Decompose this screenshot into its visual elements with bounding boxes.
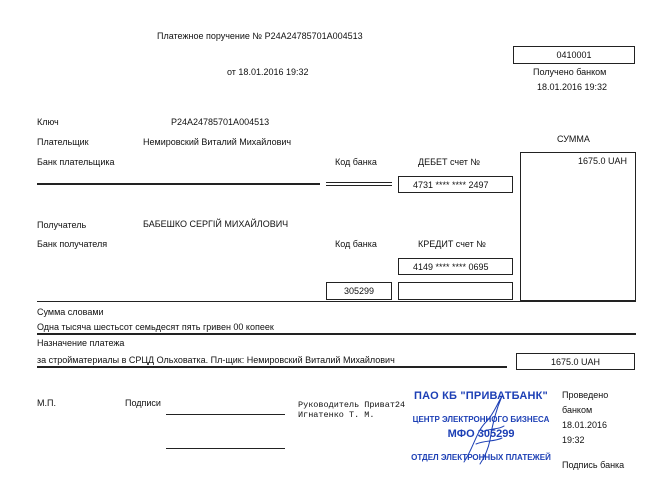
key-label: Ключ	[37, 117, 59, 127]
bank-code-label-2: Код банка	[335, 239, 377, 249]
bank-code-box	[326, 282, 392, 300]
credit-account-box	[398, 258, 513, 275]
signature-line-2	[166, 448, 285, 449]
bank-code-value: 305299	[343, 286, 375, 296]
payer-name: Немировский Виталий Михайлович	[143, 137, 292, 147]
sum-label: СУММА	[557, 134, 590, 144]
purpose-label: Назначение платежа	[37, 338, 125, 348]
amount-words-line	[37, 333, 636, 335]
payer-bank-label: Банк плательщика	[37, 157, 115, 167]
director-line-1: Руководитель Приват24	[298, 400, 406, 410]
section-divider	[37, 301, 636, 302]
sum-value: 1675.0 UAH	[577, 156, 627, 166]
amount-words-value: Одна тысяча шестьсот семьдесят пять гривен 00 копеек	[37, 322, 274, 332]
amount-words-label: Сумма словами	[37, 307, 104, 317]
processed-date: 18.01.2016	[562, 420, 608, 430]
bank-code-label-1: Код банка	[335, 157, 377, 167]
recipient-bank-label: Банк получателя	[37, 239, 108, 249]
received-date: 18.01.2016 19:32	[537, 82, 608, 92]
stamp-line-2: ЦЕНТР ЭЛЕКТРОННОГО БИЗНЕСА	[412, 415, 550, 424]
purpose-text: за стройматериалы в СРЦД Ольховатка. Пл-щик: Немировский Виталий Михайлович	[37, 355, 395, 365]
director-line-2: Игнатенко Т. М.	[298, 410, 375, 420]
handwritten-signature	[446, 392, 526, 470]
bank-code-line-1a	[326, 182, 392, 183]
payer-label: Плательщик	[37, 137, 89, 147]
document-date: от 18.01.2016 19:32	[227, 67, 309, 77]
debit-account: 4731 **** **** 2497	[413, 180, 489, 190]
processed-label-1: Проведено	[562, 390, 609, 400]
debit-label: ДЕБЕТ счет №	[418, 157, 481, 167]
key-value: P24A24785701A004513	[171, 117, 270, 127]
credit-label: КРЕДИТ счет №	[418, 239, 486, 249]
signatures-label: Подписи	[125, 398, 161, 408]
mp-label: М.П.	[37, 398, 56, 408]
processed-time: 19:32	[562, 435, 585, 445]
credit-account: 4149 **** **** 0695	[413, 262, 489, 272]
recipient-name: БАБЕШКО СЕРГІЙ МИХАЙЛОВИЧ	[143, 219, 289, 229]
form-code-box	[513, 46, 635, 64]
bank-stamp	[406, 390, 556, 470]
sum-box	[520, 152, 636, 301]
stamp-line-3: МФО 305299	[447, 428, 515, 440]
payer-bank-line	[37, 183, 320, 185]
signature-line-1	[166, 414, 285, 415]
purpose-amount-box	[516, 353, 635, 370]
bank-code-line-1b	[326, 185, 392, 186]
debit-account-box	[398, 176, 513, 193]
stamp-line-4: ОТДЕЛ ЭЛЕКТРОННЫХ ПЛАТЕЖЕЙ	[411, 453, 551, 462]
received-label: Получено банком	[533, 67, 607, 77]
stamp-line-1: ПАО КБ "ПРИВАТБАНК"	[414, 390, 548, 402]
recipient-label: Получатель	[37, 220, 87, 230]
document-title: Платежное поручение № P24A24785701A004513	[157, 31, 363, 41]
form-code: 0410001	[556, 50, 592, 60]
empty-account-box	[398, 282, 513, 300]
bank-signature-label: Подпись банка	[562, 460, 625, 470]
purpose-line	[37, 366, 507, 368]
purpose-amount: 1675.0 UAH	[550, 357, 601, 367]
processed-label-2: банком	[562, 405, 593, 415]
